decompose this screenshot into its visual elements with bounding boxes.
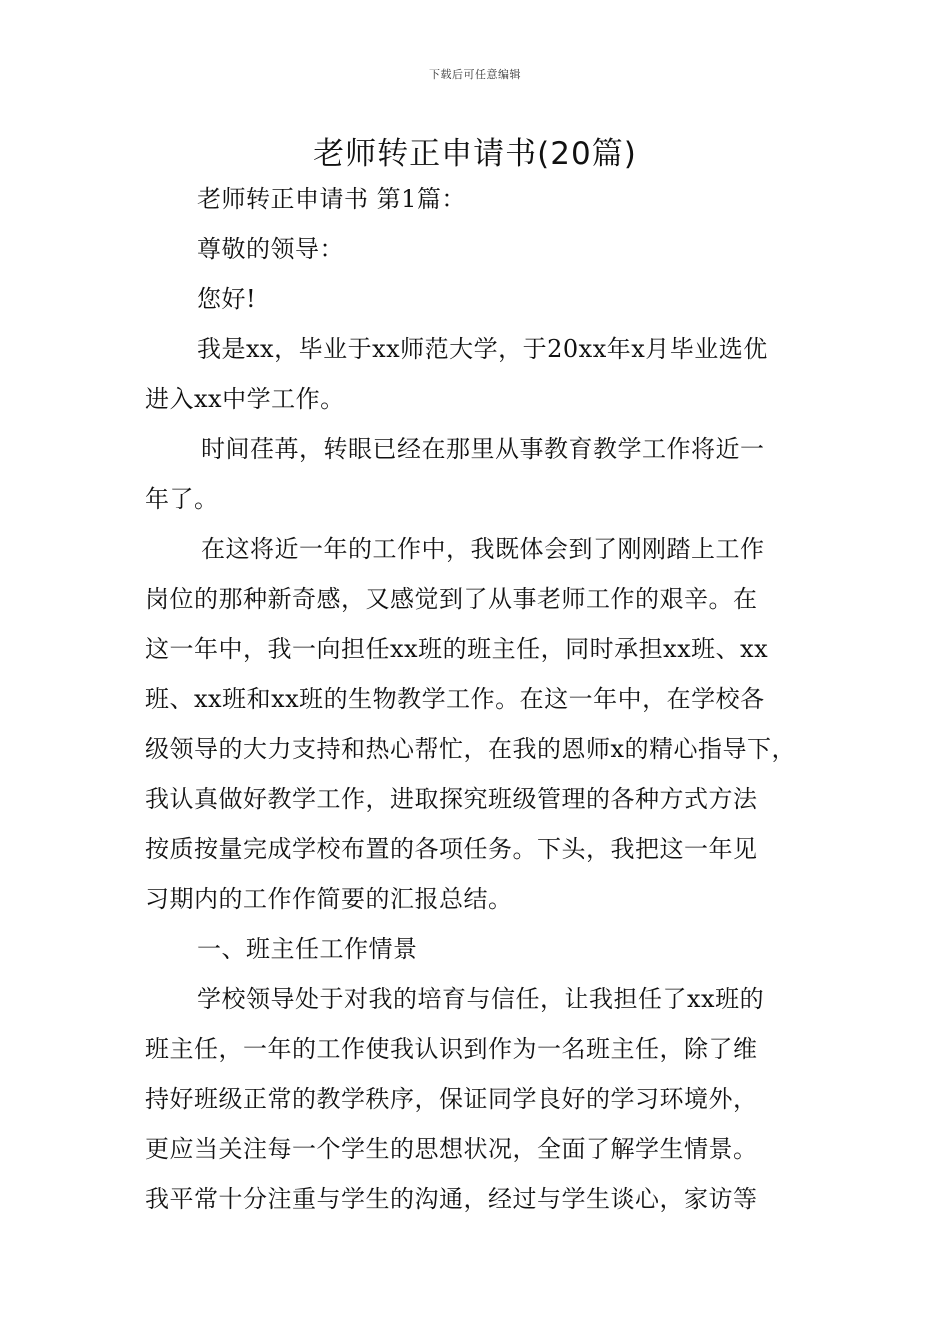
paragraph-line: 岗位的那种新奇感，又感觉到了从事老师工作的艰辛。在 bbox=[145, 585, 758, 613]
greeting: 您好! bbox=[197, 285, 257, 313]
paragraph-line: 级领导的大力支持和热心帮忙，在我的恩师x的精心指导下， bbox=[145, 735, 797, 763]
paragraph-line: 班主任，一年的工作使我认识到作为一名班主任，除了维 bbox=[145, 1035, 758, 1063]
paragraph-line: 这一年中，我一向担任xx班的班主任，同时承担xx班、xx bbox=[145, 635, 769, 663]
section-heading: 老师转正申请书 第1篇： bbox=[197, 185, 466, 213]
paragraph-line: 年了。 bbox=[145, 485, 219, 513]
document-title: 老师转正申请书(20篇) bbox=[313, 136, 637, 172]
subsection-heading: 一、班主任工作情景 bbox=[197, 935, 418, 963]
document-body bbox=[145, 174, 815, 1224]
paragraph-line: 习期内的工作作简要的汇报总结。 bbox=[145, 885, 513, 913]
paragraph-line: 班、xx班和xx班的生物教学工作。在这一年中，在学校各 bbox=[145, 685, 765, 713]
paragraph-line: 我是xx，毕业于xx师范大学，于20xx年x月毕业选优 bbox=[197, 335, 768, 363]
header-note: 下载后可任意编辑 bbox=[429, 68, 521, 81]
salutation: 尊敬的领导： bbox=[197, 235, 344, 263]
paragraph-line: 学校领导处于对我的培育与信任，让我担任了xx班的 bbox=[197, 985, 765, 1013]
paragraph-line: 按质按量完成学校布置的各项任务。下头，我把这一年见 bbox=[145, 835, 758, 863]
paragraph-line: 我平常十分注重与学生的沟通，经过与学生谈心，家访等 bbox=[145, 1185, 758, 1213]
paragraph-line: 进入xx中学工作。 bbox=[145, 385, 345, 413]
paragraph-line: 在这将近一年的工作中，我既体会到了刚刚踏上工作 bbox=[201, 535, 765, 563]
paragraph-line: 我认真做好教学工作，进取探究班级管理的各种方式方法 bbox=[145, 785, 758, 813]
paragraph-line: 时间荏苒，转眼已经在那里从事教育教学工作将近一 bbox=[201, 435, 765, 463]
paragraph-line: 更应当关注每一个学生的思想状况，全面了解学生情景。 bbox=[145, 1135, 758, 1163]
paragraph-line: 持好班级正常的教学秩序，保证同学良好的学习环境外， bbox=[145, 1085, 758, 1113]
